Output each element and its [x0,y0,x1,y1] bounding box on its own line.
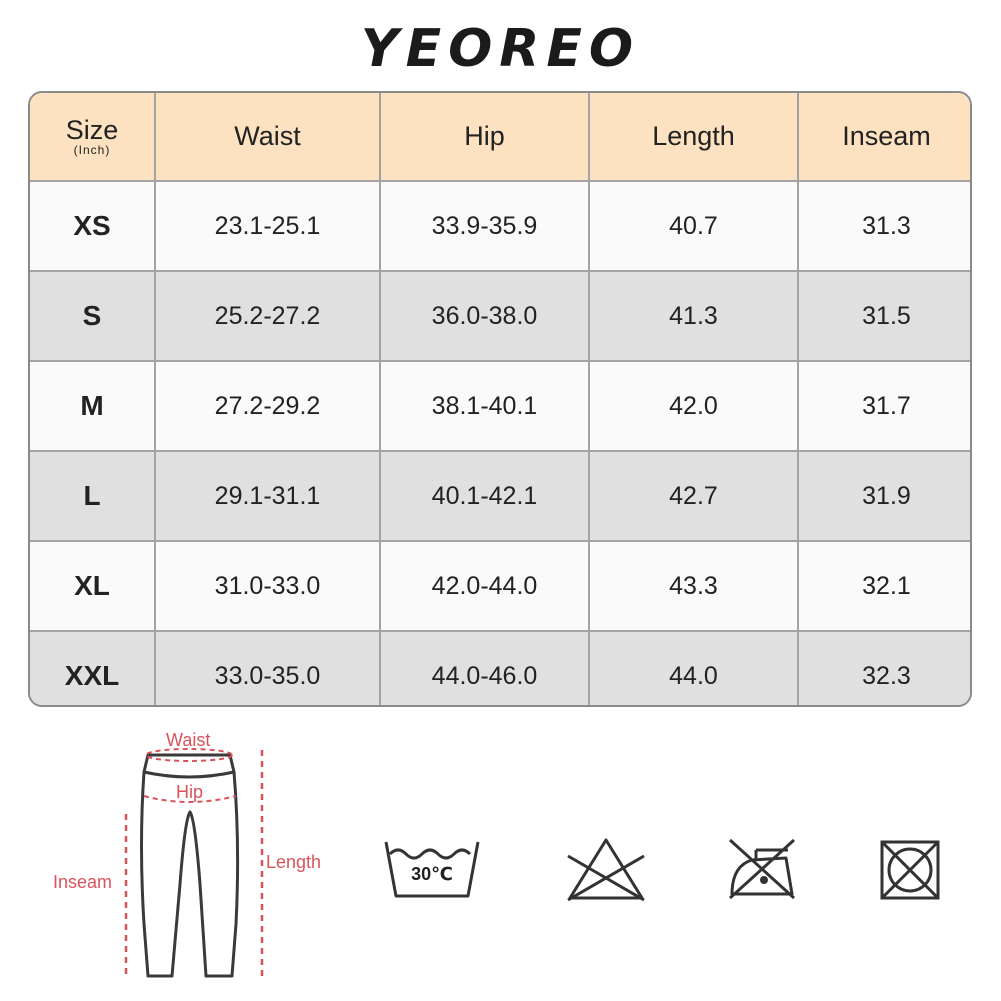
cell-inseam: 31.9 [798,451,972,541]
inseam-label: Inseam [53,872,113,892]
cell-inseam: 31.5 [798,271,972,361]
table-row [30,181,972,271]
size-chart-table [28,91,972,707]
cell-waist: 31.0-33.0 [155,541,380,631]
cell-length: 41.3 [589,271,798,361]
header-length: Length [589,93,798,181]
cell-hip: 38.1-40.1 [380,361,589,451]
cell-waist: 27.2-29.2 [155,361,380,451]
cell-length: 43.3 [589,541,798,631]
waist-label: Waist [166,730,211,750]
cell-length: 42.7 [589,451,798,541]
table-row [30,631,972,707]
cell-inseam: 31.3 [798,181,972,271]
cell-waist: 33.0-35.0 [155,631,380,707]
table-row [30,541,972,631]
cell-inseam: 32.1 [798,541,972,631]
measurement-diagram [40,724,340,994]
cell-waist: 25.2-27.2 [155,271,380,361]
header-size [30,93,155,181]
cell-waist: 23.1-25.1 [155,181,380,271]
brand-logo: YEOREO [360,19,641,79]
header-size-unit: (Inch) [73,143,111,157]
do-not-tumble-dry-icon [880,840,940,900]
cell-size: XL [30,541,155,631]
cell-hip: 40.1-42.1 [380,451,589,541]
cell-length: 40.7 [589,181,798,271]
header-inseam: Inseam [798,93,972,181]
cell-size: XS [30,181,155,271]
table-row [30,451,972,541]
cell-inseam: 32.3 [798,631,972,707]
cell-hip: 33.9-35.9 [380,181,589,271]
table-header-row [30,93,972,181]
do-not-iron-icon [726,836,798,902]
cell-length: 44.0 [589,631,798,707]
hip-label: Hip [176,782,204,802]
length-label: Length [266,852,322,872]
table-row [30,361,972,451]
cell-size: S [30,271,155,361]
header-size-label: Size [65,115,119,145]
cell-size: M [30,361,155,451]
cell-hip: 36.0-38.0 [380,271,589,361]
cell-hip: 44.0-46.0 [380,631,589,707]
table-row [30,271,972,361]
wash-temp-label: 30℃ [411,864,453,884]
wash-30-icon [382,836,482,902]
cell-waist: 29.1-31.1 [155,451,380,541]
cell-hip: 42.0-44.0 [380,541,589,631]
cell-inseam: 31.7 [798,361,972,451]
header-hip: Hip [380,93,589,181]
header-waist: Waist [155,93,380,181]
cell-size: XXL [30,631,155,707]
do-not-bleach-icon [566,836,646,902]
cell-length: 42.0 [589,361,798,451]
cell-size: L [30,451,155,541]
